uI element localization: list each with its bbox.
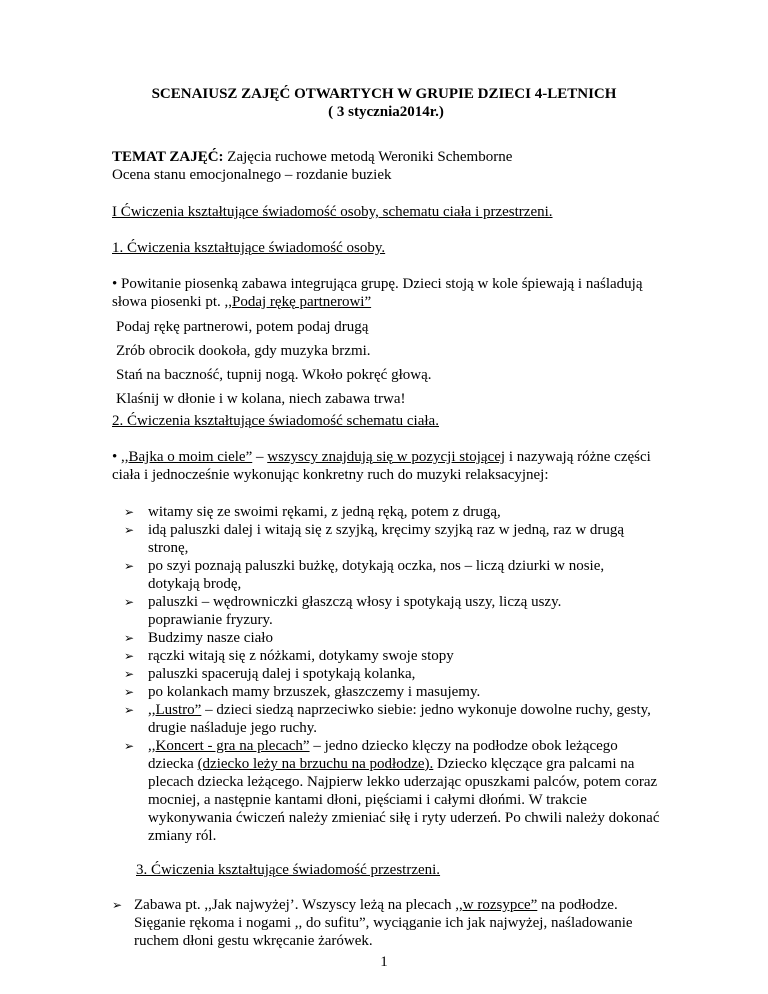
koncert-note: (dziecko leży na brzuchu na podłodze).: [197, 756, 434, 772]
list-item: [148, 737, 618, 756]
song-line: Zrób obrocik dookoła, gdy muzyka brzmi.: [116, 343, 371, 359]
dash: –: [252, 449, 268, 465]
list-item-cont: Sięganie rękoma i nogami ,, do sufitu”, wyciąganie ich jak najwyżej, naśladowanie: [134, 915, 633, 931]
arrow-bullet-icon: ➢: [112, 898, 123, 912]
bajka-text: i nazywają różne części: [505, 449, 651, 465]
list-item-cont: zmiany ról.: [148, 828, 217, 844]
list-item: Budzimy nasze ciało: [148, 630, 273, 646]
subsection-2-heading: 2. Ćwiczenia kształtujące świadomość schematu ciała.: [112, 413, 439, 429]
topic-label: TEMAT ZAJĘĆ:: [112, 149, 224, 165]
arrow-bullet-icon: ➢: [124, 667, 135, 681]
list-item: idą paluszki dalej i witają się z szyjką, kręcimy szyjką raz w jedną, raz w drugą: [148, 522, 625, 538]
song-line: Klaśnij w dłonie i w kolana, niech zabawa trwa!: [116, 391, 406, 407]
subsection-3-heading: 3. Ćwiczenia kształtujące świadomość przestrzeni.: [136, 862, 441, 878]
bajka-position: wszyscy znajdują się w pozycji stojącej: [267, 449, 506, 465]
lustro-text: – dzieci siedzą naprzeciwko siebie: jedno wykonuje dowolne ruchy, gesty,: [201, 702, 651, 718]
topic-value: Zajęcia ruchowe metodą Weroniki Schemborne: [223, 149, 513, 165]
intro-text: słowa piosenki pt.: [112, 294, 225, 310]
arrow-bullet-icon: ➢: [124, 595, 135, 609]
intro-line-1: • Powitanie piosenką zabawa integrująca grupę. Dzieci stoją w kole śpiewają i naśladują: [112, 276, 643, 292]
page-number: 1: [380, 954, 388, 970]
arrow-bullet-icon: ➢: [124, 559, 135, 573]
list-item: paluszki – wędrowniczki głaszczą włosy i spotykają uszy, liczą uszy.: [148, 594, 562, 610]
bajka-title: ,,Bajka o moim ciele”: [121, 449, 253, 465]
topic-line-2: Ocena stanu emocjonalnego – rozdanie buziek: [112, 167, 392, 183]
list-item-cont: dotykają brodę,: [148, 576, 242, 592]
list-item: [134, 896, 618, 915]
koncert-text: dziecka: [148, 756, 198, 772]
arrow-bullet-icon: ➢: [124, 649, 135, 663]
list-item: [148, 701, 651, 720]
arrow-bullet-icon: ➢: [124, 631, 135, 645]
document-title: SCENAIUSZ ZAJĘĆ OTWARTYCH W GRUPIE DZIECI 4-LETNICH: [151, 86, 617, 102]
list-item-cont: plecach dziecka leżącego. Najpierw lekko uderzając opuszkami palców, potem coraz: [148, 774, 658, 790]
bullet-dot: •: [112, 449, 122, 465]
list-item: paluszki spacerują dalej i spotykają kolanka,: [148, 666, 416, 682]
list-item-cont: drugie naśladuje jego ruchy.: [148, 720, 317, 736]
bajka-line-2: ciała i jednocześnie wykonując konkretny ruch do muzyki relaksacyjnej:: [112, 467, 549, 483]
song-line: Stań na baczność, tupnij nogą. Wkoło pokręć głową.: [116, 367, 432, 383]
list-item-cont: mocniej, a następnie kantami dłoni, pięściami i całymi dłońmi. W trakcie: [148, 792, 587, 808]
arrow-bullet-icon: ➢: [124, 505, 135, 519]
arrow-bullet-icon: ➢: [124, 703, 135, 717]
song-line: Podaj rękę partnerowi, potem podaj drugą: [116, 319, 369, 335]
s3-text: na podłodze.: [537, 897, 618, 913]
list-item-cont: stronę,: [148, 540, 189, 556]
document-date: ( 3 stycznia2014r.): [328, 104, 444, 120]
arrow-bullet-icon: ➢: [124, 739, 135, 753]
bajka-line-1: [112, 448, 651, 467]
section-heading: I Ćwiczenia kształtujące świadomość osoby, schematu ciała i przestrzeni.: [112, 204, 553, 220]
list-item-cont: [148, 755, 634, 774]
koncert-text: – jedno dziecko klęczy na podłodze obok leżącego: [309, 738, 618, 754]
list-item-cont: poprawianie fryzury.: [148, 612, 273, 628]
topic-line: [112, 148, 512, 167]
list-item-cont: wykonywania ćwiczeń należy zmieniać siłę i ryty uderzeń. Po chwili należy dokonać: [148, 810, 660, 826]
rozsypce-term: ,,w rozsypce”: [455, 897, 538, 913]
s3-text: Zabawa pt. ,,Jak najwyżej’. Wszyscy leżą na plecach: [134, 897, 456, 913]
intro-line-2: [112, 293, 371, 312]
subsection-1-heading: 1. Ćwiczenia kształtujące świadomość osoby.: [112, 240, 386, 256]
koncert-text: Dziecko klęczące gra palcami na: [433, 756, 635, 772]
list-item: po kolankach mamy brzuszek, głaszczemy i masujemy.: [148, 684, 481, 700]
arrow-bullet-icon: ➢: [124, 523, 135, 537]
list-item: rączki witają się z nóżkami, dotykamy swoje stopy: [148, 648, 454, 664]
list-item: po szyi poznają paluszki bużkę, dotykają oczka, nos – liczą dziurki w nosie,: [148, 558, 605, 574]
song-title: ,,Podaj rękę partnerowi”: [224, 294, 372, 310]
list-item: witamy się ze swoimi rękami, z jedną ręką, potem z drugą,: [148, 504, 501, 520]
koncert-title: ,,Koncert - gra na plecach”: [148, 738, 310, 754]
list-item-cont: ruchem dłoni gestu wkręcanie żarówek.: [134, 933, 373, 949]
arrow-bullet-icon: ➢: [124, 685, 135, 699]
lustro-title: ,,Lustro”: [148, 702, 202, 718]
